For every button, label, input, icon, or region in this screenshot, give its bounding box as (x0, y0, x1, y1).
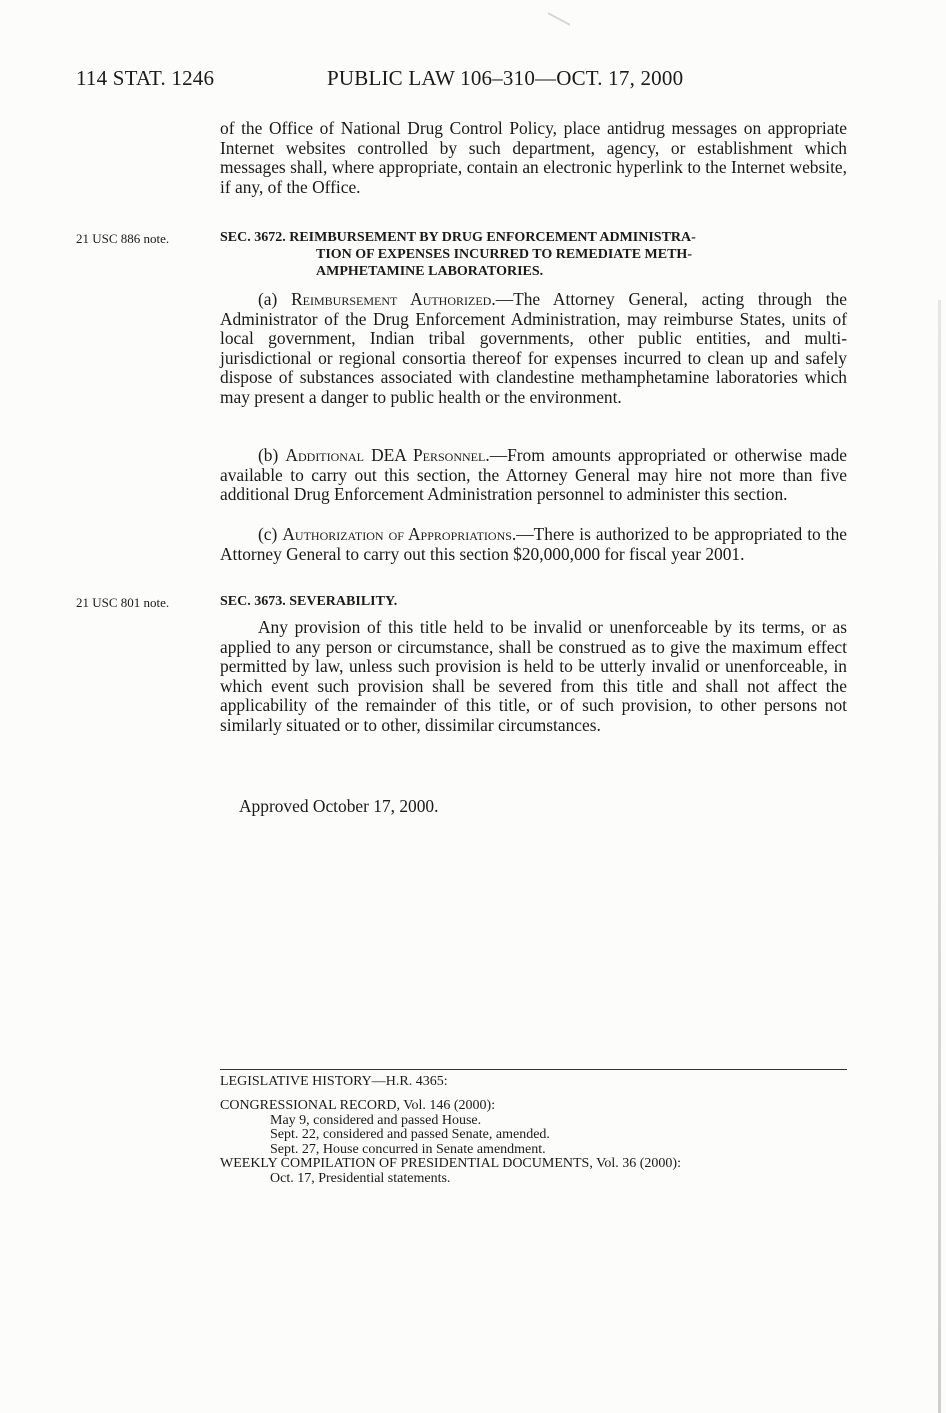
approval-date: Approved October 17, 2000. (239, 796, 439, 816)
cr-item: Sept. 27, House concurred in Senate amendment. (270, 1141, 546, 1157)
weekly-compilation-heading: WEEKLY COMPILATION OF PRESIDENTIAL DOCUMENTS, Vol. 36 (2000): (220, 1156, 681, 1171)
section-3673-heading: SEC. 3673. SEVERABILITY. (220, 594, 398, 609)
section-3672-heading-line2: TION OF EXPENSES INCURRED TO REMEDIATE METH- (316, 247, 692, 262)
subsection-b-text: —From amounts appropriated or otherwise made available to carry out this section, the Attorney General may hire not more than five additional Drug Enforcement Administration personnel to administer this section. (220, 445, 847, 504)
legislative-history-records (220, 1099, 847, 1186)
intro-paragraph: of the Office of National Drug Control Policy, place antidrug messages on appropriate Internet websites controlled by such department, agency, or establishment which messages shall, where appropriate, contain an electronic hyperlink to the Internet website, if any, of the Office. (220, 118, 847, 197)
section-3672-heading (220, 229, 847, 280)
page-edge-shadow (938, 300, 941, 1413)
legislative-history (220, 1075, 847, 1090)
subsection-b-heading: Additional DEA Personnel. (285, 445, 490, 465)
section-3672-heading-line3: AMPHETAMINE LABORATORIES. (316, 264, 544, 279)
wc-item: Oct. 17, Presidential statements. (270, 1170, 451, 1186)
running-header (76, 66, 796, 96)
legislative-history-title: LEGISLATIVE HISTORY—H.R. 4365: (220, 1074, 448, 1089)
subsection-a-label: (a) (258, 289, 292, 309)
law-title-date: PUBLIC LAW 106–310—OCT. 17, 2000 (327, 66, 684, 90)
footnote-rule (220, 1069, 847, 1070)
stat-page-number: 114 STAT. 1246 (76, 66, 215, 90)
severability-text: Any provision of this title held to be invalid or unenforceable by its terms, or as applied to any person or circumstance, shall be construed as to give the maximum effect permitted by law, unless such provision is held to be utterly invalid or unenforceable, in which event such provision shall be severed from this title and shall not affect the applicability of the remainder of this title, or of such provision, to other persons not similarly situated or to other, dissimilar circumstances. (220, 617, 847, 735)
cr-item: May 9, considered and passed House. (270, 1112, 482, 1128)
cr-item: Sept. 22, considered and passed Senate, amended. (270, 1127, 550, 1142)
subsection-a (220, 290, 847, 407)
subsection-c-heading: Authorization of Appropriations. (282, 524, 517, 544)
subsection-a-heading: Reimbursement Authorized. (291, 289, 496, 309)
subsection-b-label: (b) (258, 445, 286, 465)
margin-note-801: 21 USC 801 note. (76, 595, 170, 610)
subsection-a-text: —The Attorney General, acting through the Administrator of the Drug Enforcement Administration, may reimburse States, units of local government, Indian tribal governments, other public entities, and multi-jurisdictional or regional consortia thereof for expenses incurred to clean up and safely dispose of substances associated with clandestine methamphetamine laboratories which may present a danger to public health or the environment. (220, 289, 847, 407)
congressional-record-heading: CONGRESSIONAL RECORD, Vol. 146 (2000): (220, 1098, 496, 1113)
subsection-c (220, 525, 847, 564)
section-3672-heading-line1: SEC. 3672. REIMBURSEMENT BY DRUG ENFORCEMENT ADMINISTRA- (220, 230, 696, 245)
subsection-c-label: (c) (258, 524, 283, 544)
scan-mark (548, 0, 570, 26)
margin-note-886: 21 USC 886 note. (76, 231, 170, 246)
subsection-b (220, 446, 847, 505)
subsection-c-text: —There is authorized to be appropriated to the Attorney General to carry out this section $20,000,000 for fiscal year 2001. (220, 524, 847, 564)
